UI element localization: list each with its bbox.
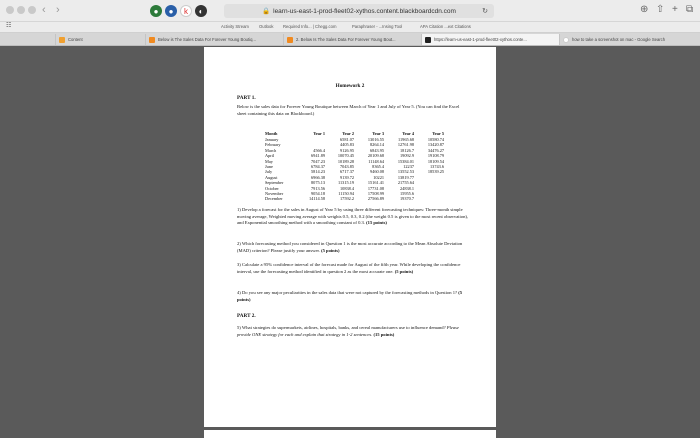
bookmark-paraphraser[interactable]: Paraphraser - ...Insing Tool: [352, 24, 403, 29]
sales-cell: 7043.85: [340, 164, 354, 170]
browser-toolbar: [0, 0, 700, 22]
sales-cell: 7047.23: [311, 158, 325, 164]
sales-cell: [414, 196, 444, 201]
tab-overview-icon[interactable]: ⧉: [686, 4, 694, 15]
bookmark-apa-citation[interactable]: APA Citation ...ext Citations: [420, 24, 471, 29]
tab-label: https://learn-us-east-1-prod-fleet02-xythos.conte...: [434, 37, 527, 42]
back-icon[interactable]: ‹: [42, 4, 46, 16]
tab-sales-data-1[interactable]: [145, 34, 283, 45]
question-1: [237, 207, 469, 227]
sales-cell: 13420.87: [427, 142, 444, 148]
col-header-year5: Year 5: [432, 131, 444, 136]
sales-cell: 10221: [373, 174, 384, 180]
lock-icon: 🔒: [262, 8, 271, 15]
intro-paragraph: Below is the sales data for Forever Young Boutique between March of Year 1 and July of Year 5. (You can find the Excel sheet containing this data on Blackboard.): [237, 104, 460, 116]
col-header-month: Month: [265, 131, 278, 136]
sales-cell: 13819.77: [397, 174, 414, 180]
sales-cell: 4405.83: [340, 142, 354, 148]
address-url: learn-us-east-1-prod-fleet02-xythos.content.blackboardcdn.com: [273, 7, 456, 15]
month-cell: April: [265, 153, 275, 159]
question-4-points: (5 points): [237, 290, 463, 302]
question-2-text: 2) Which forecasting method you considered in Question 1 is the most accurate according to the Mean Absolute Deviation (MAD) criterion? Please justify your answer.: [237, 241, 463, 253]
extension-green-icon[interactable]: ●: [150, 5, 162, 17]
sales-cell: 15161.41: [367, 180, 384, 186]
sales-cell: 18539.25: [427, 169, 444, 175]
col-header-year4: Year 4: [402, 131, 414, 136]
extension-blue-icon[interactable]: ●: [165, 5, 177, 17]
sales-cell: 8264.14: [370, 142, 384, 148]
google-icon: [563, 37, 569, 43]
sales-cell: 18126.7: [400, 147, 414, 153]
question-2-points: (5 points): [321, 247, 340, 253]
extension-k-icon[interactable]: k: [180, 5, 192, 17]
sales-cell: 11315.19: [338, 180, 354, 186]
month-cell: May: [265, 158, 273, 164]
sales-cell: 9460.08: [370, 169, 384, 175]
month-cell: February: [265, 142, 281, 148]
col-header-year1: Year 1: [313, 131, 325, 136]
col-header-year2: Year 2: [342, 131, 354, 136]
sales-cell: 6784.37: [311, 164, 325, 170]
question-5-instruction: Please provide ONE strategy for each and explain that strategy in 1-2 sentences.: [237, 325, 460, 337]
sales-cell: 6717.37: [340, 169, 354, 175]
tab-label: 2. Below Is The Sales Data For Forever Young Bout...: [296, 37, 396, 42]
sales-cell: 7913.56: [311, 185, 325, 191]
month-cell: June: [265, 164, 273, 170]
pdf-next-page: [204, 430, 496, 438]
sales-cell: 21755.64: [397, 180, 414, 186]
zoom-window-button[interactable]: [28, 6, 36, 14]
question-4: [237, 290, 469, 303]
sales-table: [265, 131, 444, 202]
homework-title: Homework 2: [335, 83, 365, 89]
sales-cell: 8365.4: [372, 164, 384, 170]
sales-cell: 11965.68: [398, 137, 414, 142]
sales-cell: 4566.4: [313, 147, 325, 153]
close-window-button[interactable]: [6, 6, 14, 14]
sales-cell: 9054.18: [311, 191, 325, 197]
sales-cell: 15955.6: [400, 191, 414, 197]
tab-google-search[interactable]: [559, 34, 699, 45]
question-1-text: 1) Develop a forecast for the sales in August of Year 5 by using three different forecasting techniques: Three-month simple moving average, Weighted moving average with weights 0.5, 0.3, 0.2 (the weight 0.5 is given to the most recent observation), and Exponential smoothing method with a smoothing constant of 0.3.: [237, 207, 469, 226]
sales-cell: 13016.55: [367, 137, 384, 142]
question-5: [237, 325, 469, 338]
question-1-points: (15 points): [366, 220, 387, 226]
sales-cell: 6941.89: [311, 153, 325, 159]
table-row: [265, 196, 444, 201]
question-3: [237, 262, 469, 275]
sales-cell: 10580.74: [427, 137, 444, 142]
tab-content[interactable]: [55, 34, 145, 45]
sidebar-icon[interactable]: ☷: [6, 23, 12, 29]
forward-icon[interactable]: ›: [56, 4, 60, 16]
sales-cell: 8075.13: [311, 180, 325, 186]
question-4-text: 4) Do you see any major peculiarities in the sales data that were not captured by the forecasting methods in Question 1?: [237, 290, 458, 295]
sales-cell: 6581.07: [340, 137, 354, 142]
sales-cell: 6843.95: [370, 147, 384, 153]
sales-cell: 11150.94: [338, 191, 354, 197]
tab-label: Content: [68, 37, 83, 42]
tab-sales-data-2[interactable]: [283, 34, 421, 45]
share-icon[interactable]: ⇧: [656, 4, 665, 15]
tab-blackboard-pdf[interactable]: [421, 34, 559, 45]
tab-favicon-icon: [59, 37, 65, 43]
sales-cell: 13552.53: [397, 169, 414, 175]
sales-cell: 19370.7: [400, 196, 414, 202]
sales-cell: 9139.72: [340, 174, 354, 180]
month-cell: October: [265, 185, 279, 191]
new-tab-icon[interactable]: +: [672, 4, 678, 15]
sales-cell: 17508.99: [367, 191, 384, 197]
month-cell: March: [265, 147, 277, 153]
sales-cell: 5814.23: [311, 169, 325, 175]
sales-cell: 6966.38: [311, 174, 325, 180]
tab-label: Below is The Sales Data For Forever Young Boutiq...: [158, 37, 256, 42]
tab-favicon-icon: [287, 37, 293, 43]
sales-cell: 11148.64: [368, 158, 384, 164]
sales-cell: 34476.27: [427, 147, 444, 153]
question-3-text: 3) Calculate a 95% confidence interval of the forecast made for August of the fifth year. While developing the confidence interval, use the forecasting method identified in question 2 as the most accurate one.: [237, 262, 461, 274]
question-3-points: (5 points): [394, 268, 414, 274]
question-5-points: (15 points): [373, 331, 395, 337]
part1-heading: PART 1.: [237, 95, 256, 101]
downloads-icon[interactable]: ⊕: [640, 4, 649, 15]
sales-cell: 18109.54: [427, 158, 444, 164]
tab-label: how to take a screenshot on mac - Google Search: [572, 37, 666, 42]
col-header-year3: Year 3: [372, 131, 384, 136]
sales-cell: 13743.6: [430, 164, 444, 170]
month-cell: January: [265, 137, 279, 142]
month-cell: August: [265, 174, 278, 180]
sales-cell: 19092.9: [400, 153, 414, 159]
tab-favicon-icon: [149, 37, 155, 43]
bookmark-outlook[interactable]: Outlook: [259, 24, 274, 29]
sales-cell: 12237: [403, 164, 414, 170]
month-cell: November: [265, 191, 284, 197]
reload-icon[interactable]: ↻: [482, 8, 488, 15]
bookmark-chegg[interactable]: Required Info... | Chegg.com: [283, 24, 337, 29]
tab-bar: [0, 33, 700, 46]
sales-cell: 15384.01: [397, 158, 414, 164]
pdf-page: [204, 47, 496, 427]
sales-cell: 27566.89: [367, 196, 384, 202]
sales-cell: 14114.58: [309, 196, 325, 202]
question-5-text: 5) What strategies do supermarkets, airlines, hospitals, banks, and cereal manufacturers use to influence demand?: [237, 325, 446, 330]
month-cell: September: [265, 180, 284, 186]
bookmark-activity-stream[interactable]: Activity Stream: [221, 24, 249, 29]
sales-cell: 12761.98: [397, 142, 414, 148]
part2-heading: PART 2.: [237, 313, 256, 319]
extension-shield-icon[interactable]: ◐: [195, 5, 207, 17]
address-bar[interactable]: [224, 4, 494, 18]
sales-cell: 9126.95: [340, 147, 354, 153]
sales-cell: 17592.2: [340, 196, 354, 202]
question-2: [237, 241, 469, 254]
month-cell: July: [265, 169, 273, 175]
tab-favicon-icon: [425, 37, 431, 43]
minimize-window-button[interactable]: [17, 6, 25, 14]
month-cell: December: [265, 196, 283, 202]
sales-cell: 20109.68: [367, 153, 384, 159]
sales-cell: 10070.45: [337, 153, 354, 159]
sales-cell: 10838.4: [340, 185, 354, 191]
sales-cell: 10189.28: [337, 158, 354, 164]
sales-cell: 17731.08: [367, 185, 384, 191]
sales-cell: 24838.1: [400, 185, 414, 191]
sales-cell: 19108.79: [427, 153, 444, 159]
bookmarks-bar: [0, 22, 700, 33]
